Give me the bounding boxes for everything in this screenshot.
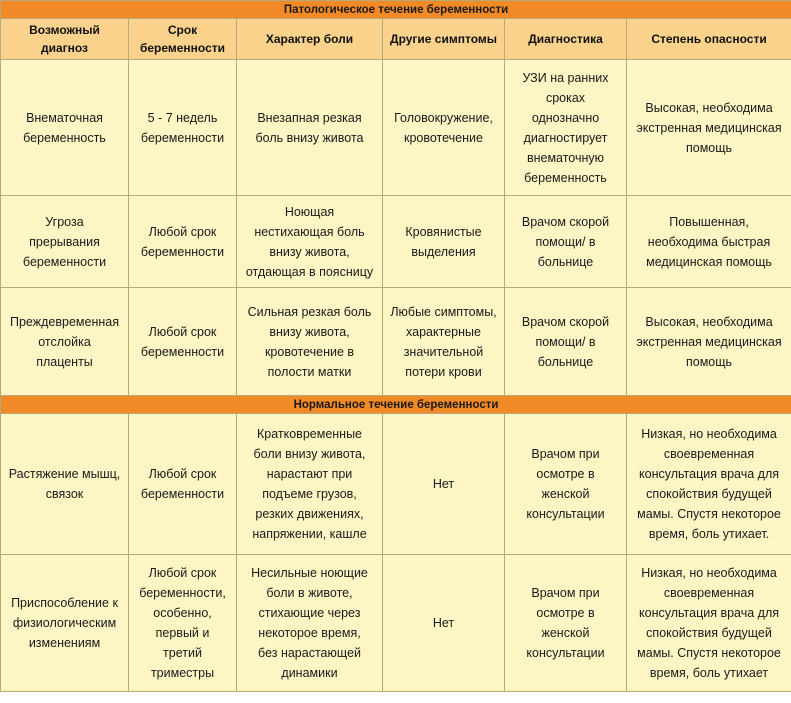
- cell-diagnostics: Врачом скорой помощи/ в больнице: [505, 288, 627, 396]
- cell-symptoms: Любые симптомы, характерные значительной потери крови: [383, 288, 505, 396]
- cell-symptoms: Нет: [383, 555, 505, 692]
- cell-danger: Высокая, необходима экстренная медицинская помощь: [627, 60, 791, 196]
- cell-pain: Сильная резкая боль внизу живота, кровотечение в полости матки: [237, 288, 383, 396]
- column-header-danger: Степень опасности: [627, 19, 791, 60]
- table-row: [1, 414, 791, 555]
- section-title: Нормальное течение беременности: [1, 396, 791, 414]
- column-header-diagnosis: Возможный диагноз: [1, 19, 129, 60]
- cell-diagnostics: Врачом скорой помощи/ в больнице: [505, 196, 627, 288]
- cell-danger: Низкая, но необходима своевременная консультация врача для спокойствия будущей мамы. Спустя некоторое время, боль утихает.: [627, 414, 791, 555]
- cell-diagnosis: Внематочная беременность: [1, 60, 129, 196]
- cell-pain: Несильные ноющие боли в животе, стихающие через некоторое время, без нарастающей динамики: [237, 555, 383, 692]
- cell-danger: Повышенная, необходима быстрая медицинская помощь: [627, 196, 791, 288]
- cell-term: Любой срок беременности: [129, 414, 237, 555]
- cell-diagnosis: Приспособление к физиологическим изменениям: [1, 555, 129, 692]
- cell-diagnosis: Угроза прерывания беременности: [1, 196, 129, 288]
- table-row: [1, 555, 791, 692]
- column-header-term: Срок беременности: [129, 19, 237, 60]
- cell-diagnostics: УЗИ на ранних сроках однозначно диагностирует внематочную беременность: [505, 60, 627, 196]
- cell-symptoms: Нет: [383, 414, 505, 555]
- table-row: [1, 196, 791, 288]
- cell-term: 5 - 7 недель беременности: [129, 60, 237, 196]
- section-title: Патологическое течение беременности: [1, 1, 791, 19]
- cell-term: Любой срок беременности, особенно, первый и третий триместры: [129, 555, 237, 692]
- cell-danger: Высокая, необходима экстренная медицинская помощь: [627, 288, 791, 396]
- cell-symptoms: Головокружение, кровотечение: [383, 60, 505, 196]
- cell-danger: Низкая, но необходима своевременная консультация врача для спокойствия будущей мамы. Спустя некоторое время, боль утихает: [627, 555, 791, 692]
- column-header-symptoms: Другие симптомы: [383, 19, 505, 60]
- cell-term: Любой срок беременности: [129, 196, 237, 288]
- cell-pain: Ноющая нестихающая боль внизу живота, отдающая в поясницу: [237, 196, 383, 288]
- cell-diagnosis: Преждевременная отслойка плаценты: [1, 288, 129, 396]
- cell-diagnostics: Врачом при осмотре в женской консультации: [505, 555, 627, 692]
- cell-diagnostics: Врачом при осмотре в женской консультации: [505, 414, 627, 555]
- column-header-row: [1, 19, 791, 60]
- column-header-pain: Характер боли: [237, 19, 383, 60]
- cell-term: Любой срок беременности: [129, 288, 237, 396]
- cell-pain: Кратковременные боли внизу живота, нарастают при подъеме грузов, резких движениях, напряжении, кашле: [237, 414, 383, 555]
- cell-symptoms: Кровянистые выделения: [383, 196, 505, 288]
- column-header-diagnostics: Диагностика: [505, 19, 627, 60]
- section-header-normal: [1, 396, 791, 414]
- cell-diagnosis: Растяжение мышц, связок: [1, 414, 129, 555]
- table-row: [1, 288, 791, 396]
- table-row: [1, 60, 791, 196]
- section-header-pathological: [1, 1, 791, 19]
- cell-pain: Внезапная резкая боль внизу живота: [237, 60, 383, 196]
